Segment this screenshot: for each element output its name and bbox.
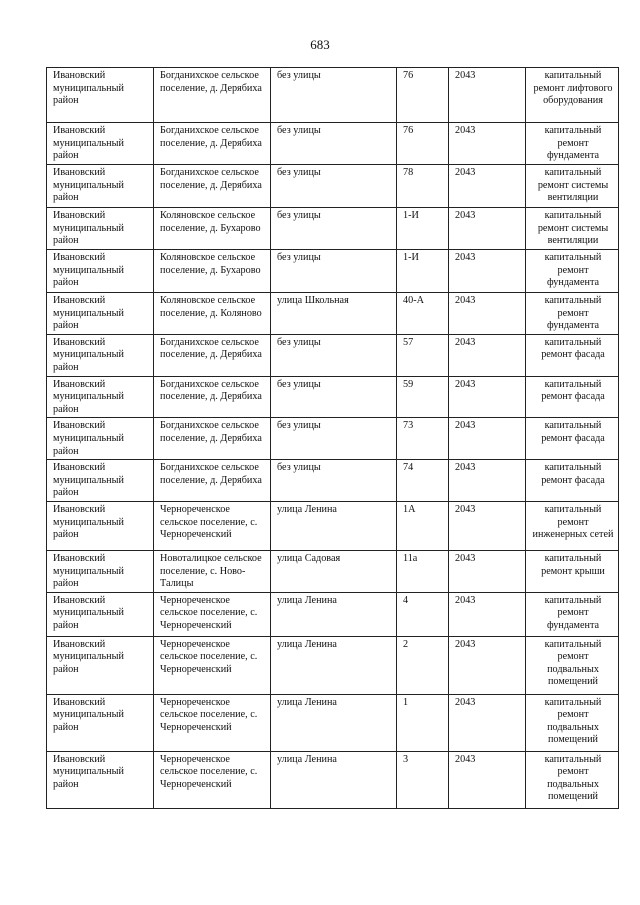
- cell-work-type: капитальный ремонт системы вентиляции: [526, 165, 619, 208]
- cell-work-type: капитальный ремонт фундамента: [526, 250, 619, 293]
- cell-year: 2043: [449, 550, 526, 592]
- cell-house-number: 40-А: [397, 293, 449, 335]
- cell-district: Ивановский муниципальный район: [47, 636, 154, 694]
- cell-year: 2043: [449, 376, 526, 418]
- cell-district: Ивановский муниципальный район: [47, 293, 154, 335]
- cell-street: без улицы: [271, 250, 397, 293]
- cell-district: Ивановский муниципальный район: [47, 376, 154, 418]
- cell-street: без улицы: [271, 208, 397, 250]
- cell-settlement: Богданихское сельское поселение, д. Дерябиха: [154, 334, 271, 376]
- cell-settlement: Чернореченское сельское поселение, с. Чернореченский: [154, 636, 271, 694]
- cell-settlement: Богданихское сельское поселение, д. Дерябиха: [154, 418, 271, 460]
- cell-house-number: 11а: [397, 550, 449, 592]
- cell-settlement: Чернореченское сельское поселение, с. Чернореченский: [154, 501, 271, 550]
- cell-year: 2043: [449, 250, 526, 293]
- cell-house-number: 3: [397, 751, 449, 808]
- table-row: [47, 293, 619, 335]
- cell-house-number: 57: [397, 334, 449, 376]
- cell-year: 2043: [449, 694, 526, 751]
- cell-year: 2043: [449, 123, 526, 165]
- cell-district: Ивановский муниципальный район: [47, 550, 154, 592]
- cell-year: 2043: [449, 751, 526, 808]
- cell-street: улица Ленина: [271, 694, 397, 751]
- cell-street: без улицы: [271, 460, 397, 502]
- cell-street: без улицы: [271, 376, 397, 418]
- cell-work-type: капитальный ремонт инженерных сетей: [526, 501, 619, 550]
- table-row: [47, 751, 619, 808]
- page-number: 683: [310, 37, 330, 52]
- cell-street: улица Ленина: [271, 751, 397, 808]
- cell-district: Ивановский муниципальный район: [47, 751, 154, 808]
- cell-district: Ивановский муниципальный район: [47, 418, 154, 460]
- cell-district: Ивановский муниципальный район: [47, 165, 154, 208]
- cell-work-type: капитальный ремонт фундамента: [526, 293, 619, 335]
- cell-house-number: 59: [397, 376, 449, 418]
- cell-work-type: капитальный ремонт фундамента: [526, 123, 619, 165]
- cell-settlement: Богданихское сельское поселение, д. Дерябиха: [154, 165, 271, 208]
- table-body: [47, 68, 619, 809]
- cell-street: без улицы: [271, 418, 397, 460]
- cell-house-number: 76: [397, 68, 449, 123]
- cell-house-number: 73: [397, 418, 449, 460]
- table-row: [47, 694, 619, 751]
- table-row: [47, 68, 619, 123]
- cell-settlement: Коляновское сельское поселение, д. Бухарово: [154, 250, 271, 293]
- cell-year: 2043: [449, 334, 526, 376]
- cell-district: Ивановский муниципальный район: [47, 334, 154, 376]
- table-row: [47, 460, 619, 502]
- cell-work-type: капитальный ремонт фасада: [526, 460, 619, 502]
- cell-street: улица Ленина: [271, 501, 397, 550]
- table-row: [47, 418, 619, 460]
- table-row: [47, 123, 619, 165]
- cell-settlement: Чернореченское сельское поселение, с. Чернореченский: [154, 694, 271, 751]
- cell-street: без улицы: [271, 123, 397, 165]
- cell-settlement: Чернореченское сельское поселение, с. Чернореченский: [154, 751, 271, 808]
- cell-year: 2043: [449, 501, 526, 550]
- table-row: [47, 208, 619, 250]
- cell-settlement: Новоталицкое сельское поселение, с. Ново-Талицы: [154, 550, 271, 592]
- cell-house-number: 76: [397, 123, 449, 165]
- cell-settlement: Чернореченское сельское поселение, с. Чернореченский: [154, 592, 271, 636]
- cell-house-number: 78: [397, 165, 449, 208]
- cell-work-type: капитальный ремонт фундамента: [526, 592, 619, 636]
- cell-house-number: 4: [397, 592, 449, 636]
- cell-street: улица Ленина: [271, 636, 397, 694]
- cell-house-number: 74: [397, 460, 449, 502]
- cell-year: 2043: [449, 165, 526, 208]
- cell-work-type: капитальный ремонт фасада: [526, 376, 619, 418]
- table-row: [47, 550, 619, 592]
- cell-work-type: капитальный ремонт фасада: [526, 334, 619, 376]
- cell-year: 2043: [449, 636, 526, 694]
- table-row: [47, 376, 619, 418]
- table-row: [47, 250, 619, 293]
- cell-work-type: капитальный ремонт лифтового оборудования: [526, 68, 619, 123]
- cell-work-type: капитальный ремонт крыши: [526, 550, 619, 592]
- cell-street: без улицы: [271, 165, 397, 208]
- cell-street: улица Садовая: [271, 550, 397, 592]
- cell-settlement: Коляновское сельское поселение, д. Коляново: [154, 293, 271, 335]
- cell-year: 2043: [449, 418, 526, 460]
- cell-year: 2043: [449, 293, 526, 335]
- cell-district: Ивановский муниципальный район: [47, 68, 154, 123]
- cell-settlement: Богданихское сельское поселение, д. Дерябиха: [154, 68, 271, 123]
- cell-street: без улицы: [271, 68, 397, 123]
- cell-year: 2043: [449, 460, 526, 502]
- cell-district: Ивановский муниципальный район: [47, 501, 154, 550]
- cell-work-type: капитальный ремонт подвальных помещений: [526, 694, 619, 751]
- table-row: [47, 334, 619, 376]
- cell-house-number: 1А: [397, 501, 449, 550]
- cell-year: 2043: [449, 68, 526, 123]
- cell-house-number: 2: [397, 636, 449, 694]
- cell-district: Ивановский муниципальный район: [47, 592, 154, 636]
- table-row: [47, 636, 619, 694]
- cell-work-type: капитальный ремонт системы вентиляции: [526, 208, 619, 250]
- cell-work-type: капитальный ремонт подвальных помещений: [526, 751, 619, 808]
- cell-street: улица Ленина: [271, 592, 397, 636]
- cell-year: 2043: [449, 592, 526, 636]
- cell-house-number: 1: [397, 694, 449, 751]
- cell-house-number: 1-И: [397, 250, 449, 293]
- cell-street: улица Школьная: [271, 293, 397, 335]
- cell-work-type: капитальный ремонт подвальных помещений: [526, 636, 619, 694]
- cell-district: Ивановский муниципальный район: [47, 123, 154, 165]
- table-row: [47, 501, 619, 550]
- cell-settlement: Богданихское сельское поселение, д. Дерябиха: [154, 123, 271, 165]
- cell-district: Ивановский муниципальный район: [47, 694, 154, 751]
- cell-house-number: 1-И: [397, 208, 449, 250]
- table-row: [47, 165, 619, 208]
- cell-district: Ивановский муниципальный район: [47, 250, 154, 293]
- cell-work-type: капитальный ремонт фасада: [526, 418, 619, 460]
- cell-settlement: Богданихское сельское поселение, д. Дерябиха: [154, 376, 271, 418]
- cell-street: без улицы: [271, 334, 397, 376]
- cell-settlement: Богданихское сельское поселение, д. Дерябиха: [154, 460, 271, 502]
- repair-schedule-table: [46, 67, 619, 809]
- cell-year: 2043: [449, 208, 526, 250]
- cell-settlement: Коляновское сельское поселение, д. Бухарово: [154, 208, 271, 250]
- cell-district: Ивановский муниципальный район: [47, 460, 154, 502]
- cell-district: Ивановский муниципальный район: [47, 208, 154, 250]
- table-row: [47, 592, 619, 636]
